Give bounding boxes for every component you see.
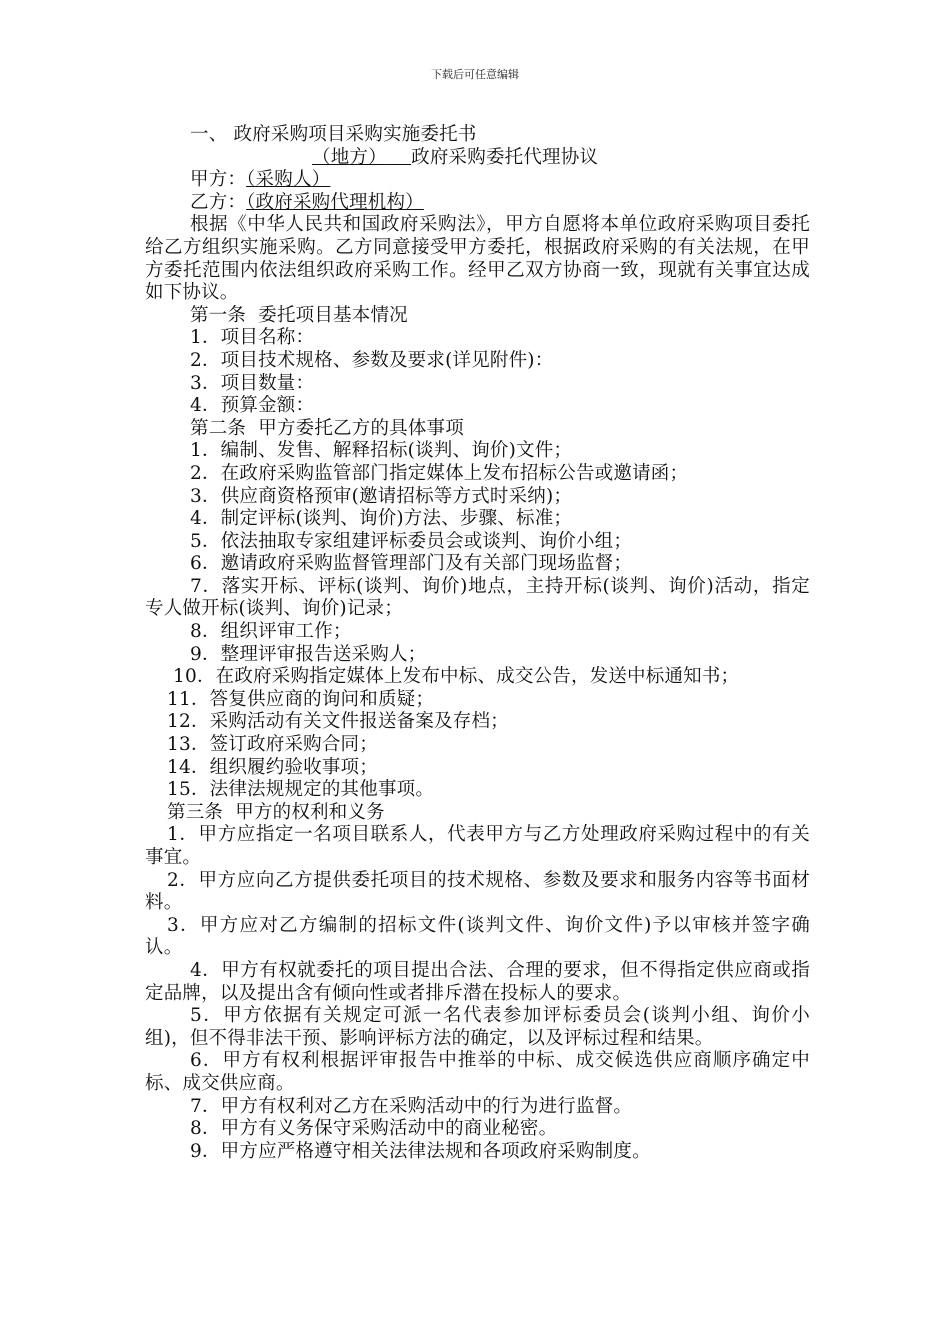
list-item: 6．邀请政府采购监督管理部门及有关部门现场监督； bbox=[190, 553, 633, 575]
article-2-heading: 第二条 甲方委托乙方的具体事项 bbox=[190, 417, 464, 439]
list-item: 15．法律法规规定的其他事项。 bbox=[167, 779, 435, 801]
list-item: 2．在政府采购监管部门指定媒体上发布招标公告或邀请函； bbox=[190, 462, 689, 484]
list-item: 4．甲方有权就委托的项目提出合法、合理的要求，但不得指定供应商或指定品牌，以及提出含有倾向性或者排斥潜在投标人的要求。 bbox=[145, 959, 810, 1004]
list-item: 1．项目名称： bbox=[190, 327, 315, 349]
list-item: 2．甲方应向乙方提供委托项目的技术规格、参数及要求和服务内容等书面材料。 bbox=[145, 869, 810, 914]
list-item: 1．编制、发售、解释招标(谈判、询价)文件； bbox=[190, 440, 573, 462]
doc-title: 一、 政府采购项目采购实施委托书 bbox=[190, 124, 477, 145]
list-item: 4．预算金额： bbox=[190, 395, 315, 417]
list-item: 12．采购活动有关文件报送备案及存档； bbox=[167, 711, 509, 733]
list-item: 8．组织评审工作； bbox=[190, 621, 352, 643]
page-header: 下载后可任意编辑 bbox=[431, 68, 519, 81]
list-item: 13．签订政府采购合同； bbox=[167, 734, 378, 756]
list-item: 8．甲方有义务保守采购活动中的商业秘密。 bbox=[190, 1118, 558, 1140]
list-item: 5．甲方依据有关规定可派一名代表参加评标委员会(谈判小组、询价小组)，但不得非法干预、影响评标方法的确定，以及评标过程和结果。 bbox=[145, 1005, 810, 1049]
article-1-heading: 第一条 委托项目基本情况 bbox=[190, 304, 408, 326]
document-body bbox=[145, 124, 810, 1163]
intro-paragraph: 根据《中华人民共和国政府采购法》，甲方自愿将本单位政府采购项目委托给乙方组织实施采购。乙方同意接受甲方委托，根据政府采购的有关法规，在甲方委托范围内依法组织政府采购工作。经甲乙双方协商一致，现就有关事宜达成如下协议。 bbox=[145, 214, 810, 304]
list-item: 9．甲方应严格遵守相关法律法规和各项政府采购制度。 bbox=[190, 1140, 651, 1162]
article-3-heading: 第三条 甲方的权利和义务 bbox=[167, 801, 385, 823]
list-item: 2．项目技术规格、参数及要求(详见附件)： bbox=[190, 349, 554, 371]
party-a-line: 甲方：（采购人） bbox=[190, 169, 331, 191]
party-a-value: （采购人） bbox=[246, 169, 331, 191]
list-item: 1．甲方应指定一名项目联系人，代表甲方与乙方处理政府采购过程中的有关事宜。 bbox=[145, 824, 810, 868]
list-item: 10．在政府采购指定媒体上发布中标、成交公告，发送中标通知书； bbox=[173, 666, 740, 688]
list-item: 9．整理评审报告送采购人； bbox=[190, 643, 427, 665]
agreement-subtitle bbox=[145, 147, 810, 170]
list-item: 14．组织履约验收事项； bbox=[167, 756, 378, 778]
list-item: 3．项目数量： bbox=[190, 372, 315, 394]
list-item: 7．落实开标、评标(谈判、询价)地点，主持开标(谈判、询价)活动，指定专人做开标(谈判、询价)记录； bbox=[145, 575, 810, 620]
region-blank: （地方） bbox=[312, 146, 387, 168]
list-item: 5．依法抽取专家组建评标委员会或谈判、询价小组； bbox=[190, 530, 633, 552]
list-item: 7．甲方有权利对乙方在采购活动中的行为进行监督。 bbox=[190, 1095, 633, 1117]
list-item: 3．甲方应对乙方编制的招标文件(谈判文件、询价文件)予以审核并签字确认。 bbox=[145, 914, 810, 959]
party-b-line: 乙方：（政府采购代理机构） bbox=[190, 191, 424, 213]
party-b-value: （政府采购代理机构） bbox=[246, 191, 424, 213]
list-item: 4．制定评标(谈判、询价)方法、步骤、标准； bbox=[190, 508, 573, 530]
list-item: 6．甲方有权利根据评审报告中推举的中标、成交候选供应商顺序确定中标、成交供应商。 bbox=[145, 1050, 810, 1094]
subtitle-text: 政府采购委托代理协议 bbox=[411, 146, 599, 168]
list-item: 3．供应商资格预审(邀请招标等方式时采纳)； bbox=[190, 485, 573, 507]
list-item: 11．答复供应商的询问和质疑； bbox=[167, 688, 435, 710]
